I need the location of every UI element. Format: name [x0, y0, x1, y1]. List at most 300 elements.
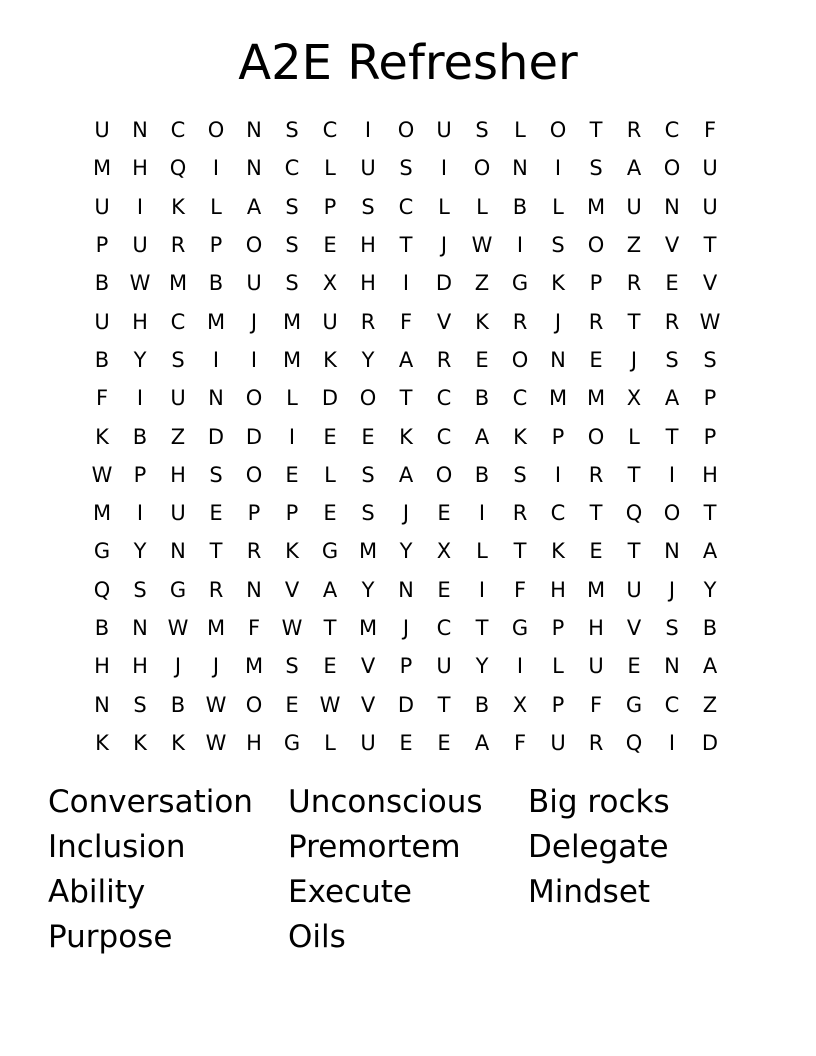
grid-letter: F [513, 577, 527, 602]
grid-letter: W [319, 692, 341, 717]
grid-letter: U [246, 271, 262, 296]
grid-letter: V [284, 577, 300, 602]
grid-letter: E [209, 501, 223, 526]
grid-letter: I [554, 462, 562, 487]
grid-letter: Y [133, 347, 147, 372]
grid-letter: Z [702, 692, 718, 717]
grid-letter: I [516, 654, 524, 679]
grid-letter: R [626, 271, 642, 296]
grid-letter: U [626, 577, 642, 602]
grid-letter: I [136, 386, 144, 411]
grid-letter: W [281, 616, 303, 640]
grid-letter: K [551, 539, 565, 564]
grid-letter: P [551, 692, 565, 717]
grid-letter: T [627, 539, 641, 564]
grid-letter: Q [625, 730, 643, 755]
grid-letter: K [399, 424, 413, 449]
grid-letter: B [474, 386, 490, 411]
grid-letter: D [207, 424, 225, 449]
grid-letter: E [323, 501, 337, 526]
grid-letter: J [402, 501, 410, 526]
grid-letter: A [626, 156, 642, 181]
word-list-item: Conversation [48, 784, 253, 820]
grid-letter: B [170, 692, 186, 717]
grid-letter: R [512, 309, 528, 334]
grid-letter: U [588, 654, 604, 679]
grid-letter: S [285, 271, 299, 296]
grid-letter: L [514, 118, 526, 143]
grid-letter: S [285, 233, 299, 258]
grid-letter: K [95, 424, 109, 449]
grid-letter: U [436, 118, 452, 143]
grid-letter: V [360, 654, 376, 679]
grid-letter: B [132, 424, 148, 449]
grid-letter: J [440, 233, 448, 258]
grid-letter: E [285, 692, 299, 717]
grid-letter: L [476, 194, 488, 219]
grid-letter: O [435, 462, 453, 487]
grid-letter: A [322, 577, 338, 602]
grid-letter: W [91, 462, 113, 487]
grid-letter: R [588, 730, 604, 755]
grid-letter: M [282, 347, 302, 372]
grid-letter: L [324, 730, 336, 755]
grid-letter: R [512, 501, 528, 526]
grid-letter: C [170, 309, 186, 334]
grid-letter: H [702, 462, 718, 487]
grid-letter: U [550, 730, 566, 755]
grid-letter: C [170, 118, 186, 143]
grid-letter: R [626, 118, 642, 143]
grid-letter: I [478, 577, 486, 602]
grid-letter: E [665, 271, 679, 296]
grid-letter: X [436, 539, 452, 564]
grid-letter: E [475, 347, 489, 372]
grid-letter: O [549, 118, 567, 143]
grid-letter: N [246, 156, 262, 181]
grid-letter: S [361, 501, 375, 526]
grid-letter: K [285, 539, 299, 564]
grid-letter: M [358, 616, 378, 640]
grid-letter: T [627, 462, 641, 487]
word-list-item: Execute [288, 874, 412, 910]
grid-letter: B [94, 271, 110, 296]
grid-letter: C [436, 616, 452, 640]
grid-letter: E [437, 730, 451, 755]
grid-letter: U [132, 233, 148, 258]
grid-letter: A [474, 424, 490, 449]
grid-letter: S [285, 654, 299, 679]
grid-letter: R [588, 309, 604, 334]
grid-letter: E [285, 462, 299, 487]
grid-letter: Y [475, 654, 489, 679]
grid-letter: E [589, 539, 603, 564]
grid-letter: H [588, 616, 604, 640]
grid-letter: N [170, 539, 186, 564]
grid-letter: N [664, 194, 680, 219]
grid-letter: L [438, 194, 450, 219]
grid-letter: J [630, 347, 638, 372]
grid-letter: Z [170, 424, 186, 449]
grid-letter: S [703, 347, 717, 372]
grid-letter: B [94, 616, 110, 640]
grid-letter: U [626, 194, 642, 219]
grid-letter: H [94, 654, 110, 679]
grid-letter: I [668, 730, 676, 755]
grid-letter: O [587, 424, 605, 449]
grid-letter: N [246, 118, 262, 143]
grid-letter: S [171, 347, 185, 372]
grid-letter: A [398, 347, 414, 372]
grid-letter: B [94, 347, 110, 372]
grid-letter: E [627, 654, 641, 679]
grid-letter: H [170, 462, 186, 487]
grid-letter: A [474, 730, 490, 755]
grid-letter: N [208, 386, 224, 411]
grid-letter: T [323, 616, 337, 640]
grid-letter: J [212, 654, 220, 679]
grid-letter: W [167, 616, 189, 640]
grid-letter: T [399, 233, 413, 258]
grid-letter: O [397, 118, 415, 143]
grid-letter: G [283, 730, 301, 755]
grid-letter: M [168, 271, 188, 296]
grid-letter: P [209, 233, 223, 258]
grid-letter: S [475, 118, 489, 143]
grid-letter: P [247, 501, 261, 526]
word-list-item: Big rocks [528, 784, 670, 820]
grid-letter: P [703, 424, 717, 449]
grid-letter: C [436, 386, 452, 411]
grid-letter: L [324, 156, 336, 181]
grid-letter: J [668, 577, 676, 602]
grid-letter: F [247, 616, 261, 640]
grid-letter: B [474, 462, 490, 487]
grid-letter: P [95, 233, 109, 258]
grid-letter: H [550, 577, 566, 602]
grid-letter: M [92, 501, 112, 526]
grid-letter: M [244, 654, 264, 679]
grid-letter: O [663, 501, 681, 526]
grid-letter: T [589, 118, 603, 143]
grid-letter: A [664, 386, 680, 411]
grid-letter: S [209, 462, 223, 487]
grid-letter: G [321, 539, 339, 564]
grid-letter: M [282, 309, 302, 334]
grid-letter: O [587, 233, 605, 258]
grid-letter: A [398, 462, 414, 487]
grid-letter: U [436, 654, 452, 679]
grid-letter: N [132, 118, 148, 143]
grid-letter: S [551, 233, 565, 258]
word-list-item: Purpose [48, 919, 173, 955]
grid-letter: E [437, 577, 451, 602]
grid-letter: U [360, 730, 376, 755]
grid-letter: L [286, 386, 298, 411]
grid-letter: L [628, 424, 640, 449]
grid-letter: C [550, 501, 566, 526]
grid-letter: D [701, 730, 719, 755]
grid-letter: P [589, 271, 603, 296]
grid-letter: C [436, 424, 452, 449]
grid-letter: N [246, 577, 262, 602]
grid-letter: K [171, 194, 185, 219]
grid-letter: O [663, 156, 681, 181]
grid-letter: I [212, 347, 220, 372]
grid-letter: E [323, 233, 337, 258]
grid-letter: L [476, 539, 488, 564]
grid-letter: R [208, 577, 224, 602]
grid-letter: G [511, 271, 529, 296]
grid-letter: Z [474, 271, 490, 296]
grid-letter: N [94, 692, 110, 717]
grid-letter: S [133, 577, 147, 602]
grid-letter: M [206, 616, 226, 640]
grid-letter: Y [133, 539, 147, 564]
grid-letter: A [702, 539, 718, 564]
grid-letter: K [551, 271, 565, 296]
grid-letter: U [702, 194, 718, 219]
grid-letter: N [512, 156, 528, 181]
grid-letter: W [205, 730, 227, 755]
grid-letter: W [471, 233, 493, 258]
word-list-item: Delegate [528, 829, 669, 865]
grid-letter: G [93, 539, 111, 564]
grid-letter: V [702, 271, 718, 296]
grid-letter: I [516, 233, 524, 258]
grid-letter: N [664, 539, 680, 564]
grid-letter: M [206, 309, 226, 334]
grid-letter: E [323, 424, 337, 449]
grid-letter: H [246, 730, 262, 755]
grid-letter: T [437, 692, 451, 717]
page-title: A2E Refresher [238, 35, 578, 91]
word-list-item: Inclusion [48, 829, 186, 865]
grid-letter: T [703, 233, 717, 258]
grid-letter: I [554, 156, 562, 181]
grid-letter: U [94, 194, 110, 219]
grid-letter: X [626, 386, 642, 411]
grid-letter: E [589, 347, 603, 372]
grid-letter: B [208, 271, 224, 296]
grid-letter: H [360, 271, 376, 296]
grid-letter: J [174, 654, 182, 679]
grid-letter: Z [626, 233, 642, 258]
grid-letter: E [323, 654, 337, 679]
grid-letter: S [665, 347, 679, 372]
grid-letter: C [512, 386, 528, 411]
grid-letter: T [475, 616, 489, 640]
grid-letter: J [402, 616, 410, 640]
grid-letter: K [133, 730, 147, 755]
letter-grid [83, 111, 729, 762]
grid-letter: G [625, 692, 643, 717]
grid-letter: E [437, 501, 451, 526]
grid-letter: O [207, 118, 225, 143]
grid-letter: M [586, 194, 606, 219]
grid-letter: N [132, 616, 148, 640]
grid-letter: R [170, 233, 186, 258]
grid-letter: T [589, 501, 603, 526]
grid-letter: R [246, 539, 262, 564]
grid-letter: V [360, 692, 376, 717]
grid-letter: D [435, 271, 453, 296]
grid-letter: M [548, 386, 568, 411]
grid-letter: G [511, 616, 529, 640]
word-list-item: Mindset [528, 874, 651, 910]
word-list-item: Oils [288, 919, 346, 955]
grid-letter: J [554, 309, 562, 334]
grid-letter: P [399, 654, 413, 679]
grid-letter: M [586, 386, 606, 411]
grid-letter: P [323, 194, 337, 219]
grid-letter: J [250, 309, 258, 334]
grid-letter: L [552, 654, 564, 679]
grid-letter: S [133, 692, 147, 717]
grid-letter: W [205, 692, 227, 717]
grid-letter: Y [361, 577, 375, 602]
grid-letter: T [703, 501, 717, 526]
grid-letter: C [398, 194, 414, 219]
grid-letter: E [399, 730, 413, 755]
grid-letter: I [668, 462, 676, 487]
grid-letter: H [360, 233, 376, 258]
grid-letter: F [95, 386, 109, 411]
grid-letter: O [473, 156, 491, 181]
grid-letter: S [665, 616, 679, 640]
grid-letter: G [169, 577, 187, 602]
grid-letter: N [664, 654, 680, 679]
grid-letter: N [550, 347, 566, 372]
grid-letter: T [399, 386, 413, 411]
grid-letter: I [136, 501, 144, 526]
grid-letter: D [397, 692, 415, 717]
grid-letter: T [627, 309, 641, 334]
grid-letter: R [436, 347, 452, 372]
grid-letter: L [552, 194, 564, 219]
word-list [48, 780, 768, 960]
grid-letter: M [358, 539, 378, 564]
grid-letter: I [440, 156, 448, 181]
grid-letter: H [132, 156, 148, 181]
grid-letter: C [284, 156, 300, 181]
grid-letter: U [94, 309, 110, 334]
grid-letter: Q [169, 156, 187, 181]
grid-letter: C [664, 118, 680, 143]
grid-letter: A [246, 194, 262, 219]
grid-letter: I [478, 501, 486, 526]
grid-letter: P [703, 386, 717, 411]
grid-letter: L [210, 194, 222, 219]
grid-letter: I [402, 271, 410, 296]
grid-letter: K [95, 730, 109, 755]
grid-letter: B [512, 194, 528, 219]
grid-letter: X [322, 271, 338, 296]
grid-letter: C [322, 118, 338, 143]
grid-letter: W [129, 271, 151, 296]
grid-letter: I [250, 347, 258, 372]
grid-letter: B [702, 616, 718, 640]
grid-letter: H [132, 309, 148, 334]
grid-letter: V [626, 616, 642, 640]
grid-letter: D [321, 386, 339, 411]
grid-letter: T [209, 539, 223, 564]
grid-letter: K [323, 347, 337, 372]
grid-letter: I [212, 156, 220, 181]
grid-letter: M [586, 577, 606, 602]
grid-letter: M [92, 156, 112, 181]
grid-letter: R [664, 309, 680, 334]
grid-letter: P [551, 616, 565, 640]
grid-letter: C [664, 692, 680, 717]
grid-letter: K [513, 424, 527, 449]
grid-letter: P [285, 501, 299, 526]
grid-letter: W [699, 309, 721, 334]
grid-letter: U [702, 156, 718, 181]
grid-letter: F [703, 118, 717, 143]
grid-letter: S [589, 156, 603, 181]
grid-letter: R [588, 462, 604, 487]
grid-letter: Y [703, 577, 717, 602]
grid-letter: T [513, 539, 527, 564]
grid-letter: V [664, 233, 680, 258]
grid-letter: F [513, 730, 527, 755]
grid-letter: D [245, 424, 263, 449]
grid-letter: S [361, 462, 375, 487]
grid-letter: I [136, 194, 144, 219]
grid-letter: O [511, 347, 529, 372]
grid-letter: I [364, 118, 372, 143]
grid-letter: O [359, 386, 377, 411]
grid-letter: Y [361, 347, 375, 372]
grid-letter: P [551, 424, 565, 449]
grid-letter: O [245, 386, 263, 411]
grid-letter: I [288, 424, 296, 449]
grid-letter: K [475, 309, 489, 334]
grid-letter: Q [625, 501, 643, 526]
grid-letter: Q [93, 577, 111, 602]
grid-letter: P [133, 462, 147, 487]
grid-letter: F [399, 309, 413, 334]
grid-letter: S [513, 462, 527, 487]
grid-letter: R [360, 309, 376, 334]
grid-letter: X [512, 692, 528, 717]
grid-letter: O [245, 462, 263, 487]
grid-letter: F [589, 692, 603, 717]
grid-letter: U [322, 309, 338, 334]
grid-letter: U [170, 501, 186, 526]
grid-letter: U [170, 386, 186, 411]
grid-letter: U [94, 118, 110, 143]
grid-letter: Y [399, 539, 413, 564]
grid-letter: O [245, 233, 263, 258]
grid-letter: S [285, 118, 299, 143]
grid-letter: T [665, 424, 679, 449]
grid-letter: B [474, 692, 490, 717]
grid-letter: E [361, 424, 375, 449]
grid-letter: O [245, 692, 263, 717]
grid-letter: N [398, 577, 414, 602]
grid-letter: S [399, 156, 413, 181]
word-list-item: Premortem [288, 829, 461, 865]
grid-letter: K [171, 730, 185, 755]
grid-letter: V [436, 309, 452, 334]
grid-letter: S [285, 194, 299, 219]
grid-letter: S [361, 194, 375, 219]
grid-letter: U [360, 156, 376, 181]
grid-letter: H [132, 654, 148, 679]
grid-letter: A [702, 654, 718, 679]
